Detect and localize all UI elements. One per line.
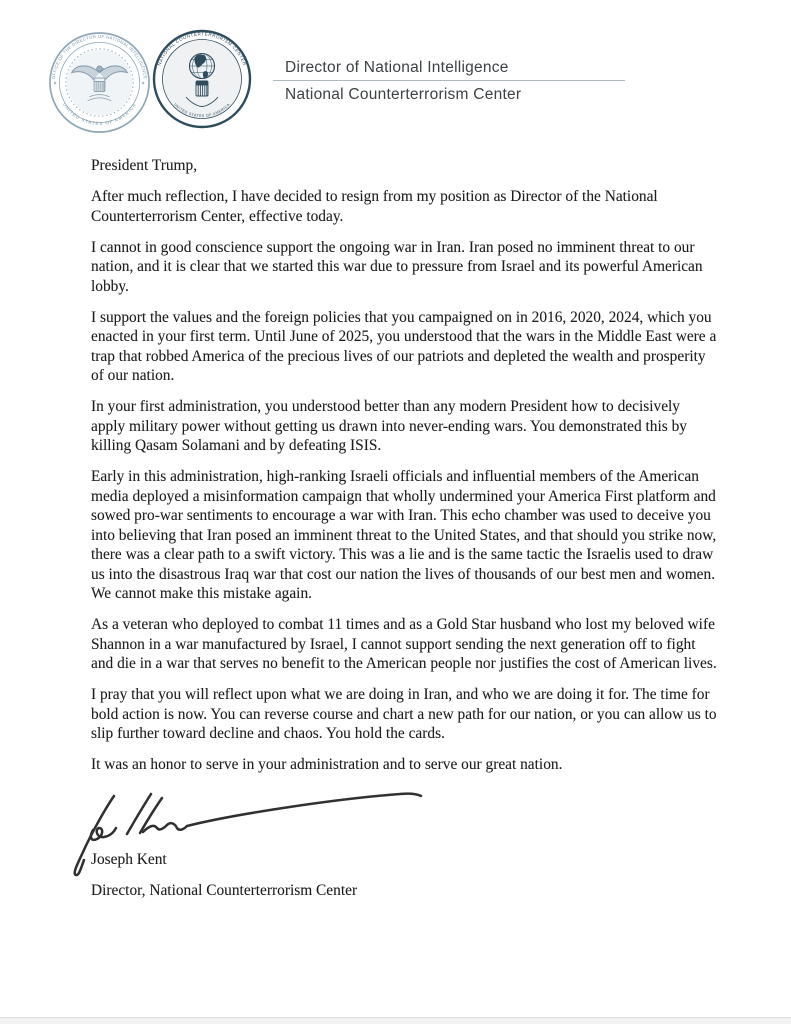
letter-paragraph: As a veteran who deployed to combat 11 times and as a Gold Star husband who lost my beloved wife Shannon in a war manufactured by Israel, I cannot support sending the next generation off to fight and die in a war that serves no benefit to the American people nor justifies the cost of American lives.	[91, 616, 717, 672]
odni-seal-icon	[48, 31, 151, 134]
odni-seal-star-right: ★	[141, 80, 146, 86]
letterhead-divider	[273, 80, 625, 81]
letter-paragraph: Early in this administration, high-ranking Israeli officials and influential members of the American media deployed a misinformation campaign that wholly undermined your America First platform and sowed pro-war sentiments to encourage a war with Iran. This echo chamber was used to deceive you into believing that Iran posed an imminent threat to the United States, and that should you strike now, there was a clear path to a swift victory. This was a lie and is the same tactic the Israelis used to draw us into the disastrous Iraq war that cost our nation the lives of thousands of our best men and women. We cannot make this mistake again.	[91, 468, 717, 602]
scan-bottom-edge	[0, 1017, 791, 1024]
letter-paragraph: In your first administration, you understood better than any modern President how to decisively apply military power without getting us drawn into never-ending wars. You demonstrated this by killing Qasam Solamani and by defeating ISIS.	[91, 398, 687, 454]
nctc-seal-ring-bottom-text: UNITED STATES OF AMERICA	[173, 102, 231, 119]
salutation: President Trump,	[91, 157, 198, 174]
letter-paragraph: I cannot in good conscience support the ongoing war in Iran. Iran posed no imminent threat to our nation, and it is clear that we started this war due to pressure from Israel and its powerful American lobby.	[91, 238, 703, 295]
signer-title: Director, National Counterterrorism Center	[91, 881, 358, 899]
letter-paragraph: It was an honor to serve in your administration and to serve our great nation.	[91, 756, 563, 773]
letter-paragraph: After much reflection, I have decided to resign from my position as Director of the National Counterterrorism Center, effective today.	[91, 188, 658, 225]
nctc-seal-icon	[152, 29, 252, 129]
letter-body	[91, 156, 717, 912]
odni-seal-ring-top-text: OFFICE OF THE DIRECTOR OF NATIONAL INTELLIGENCE	[51, 33, 148, 80]
odni-seal-ring-bottom-text: UNITED STATES OF AMERICA	[61, 101, 138, 127]
odni-seal-star-left: ★	[52, 80, 57, 86]
letterhead-agency-title: Director of National Intelligence	[285, 59, 509, 76]
signer-name: Joseph Kent	[91, 850, 167, 868]
letterhead-center-title: National Counterterrorism Center	[285, 86, 522, 103]
letter-paragraph: I pray that you will reflect upon what we are doing in Iran, and who we are doing it for. The time for bold action is now. You can reverse course and chart a new path for our nation, or you can allow us to slip further toward decline and chaos. You hold the cards.	[91, 686, 717, 742]
letter-paragraph: I support the values and the foreign policies that you campaigned on in 2016, 2020, 2024, which you enacted in your first term. Until June of 2025, you understood that the wars in the Middle East were a trap that robbed America of the precious lives of our patriots and depleted the wealth and prosperity of our nation.	[91, 308, 717, 384]
nctc-seal-ring-top-text: NATIONAL COUNTERTERRORISM CENTER	[156, 31, 248, 67]
